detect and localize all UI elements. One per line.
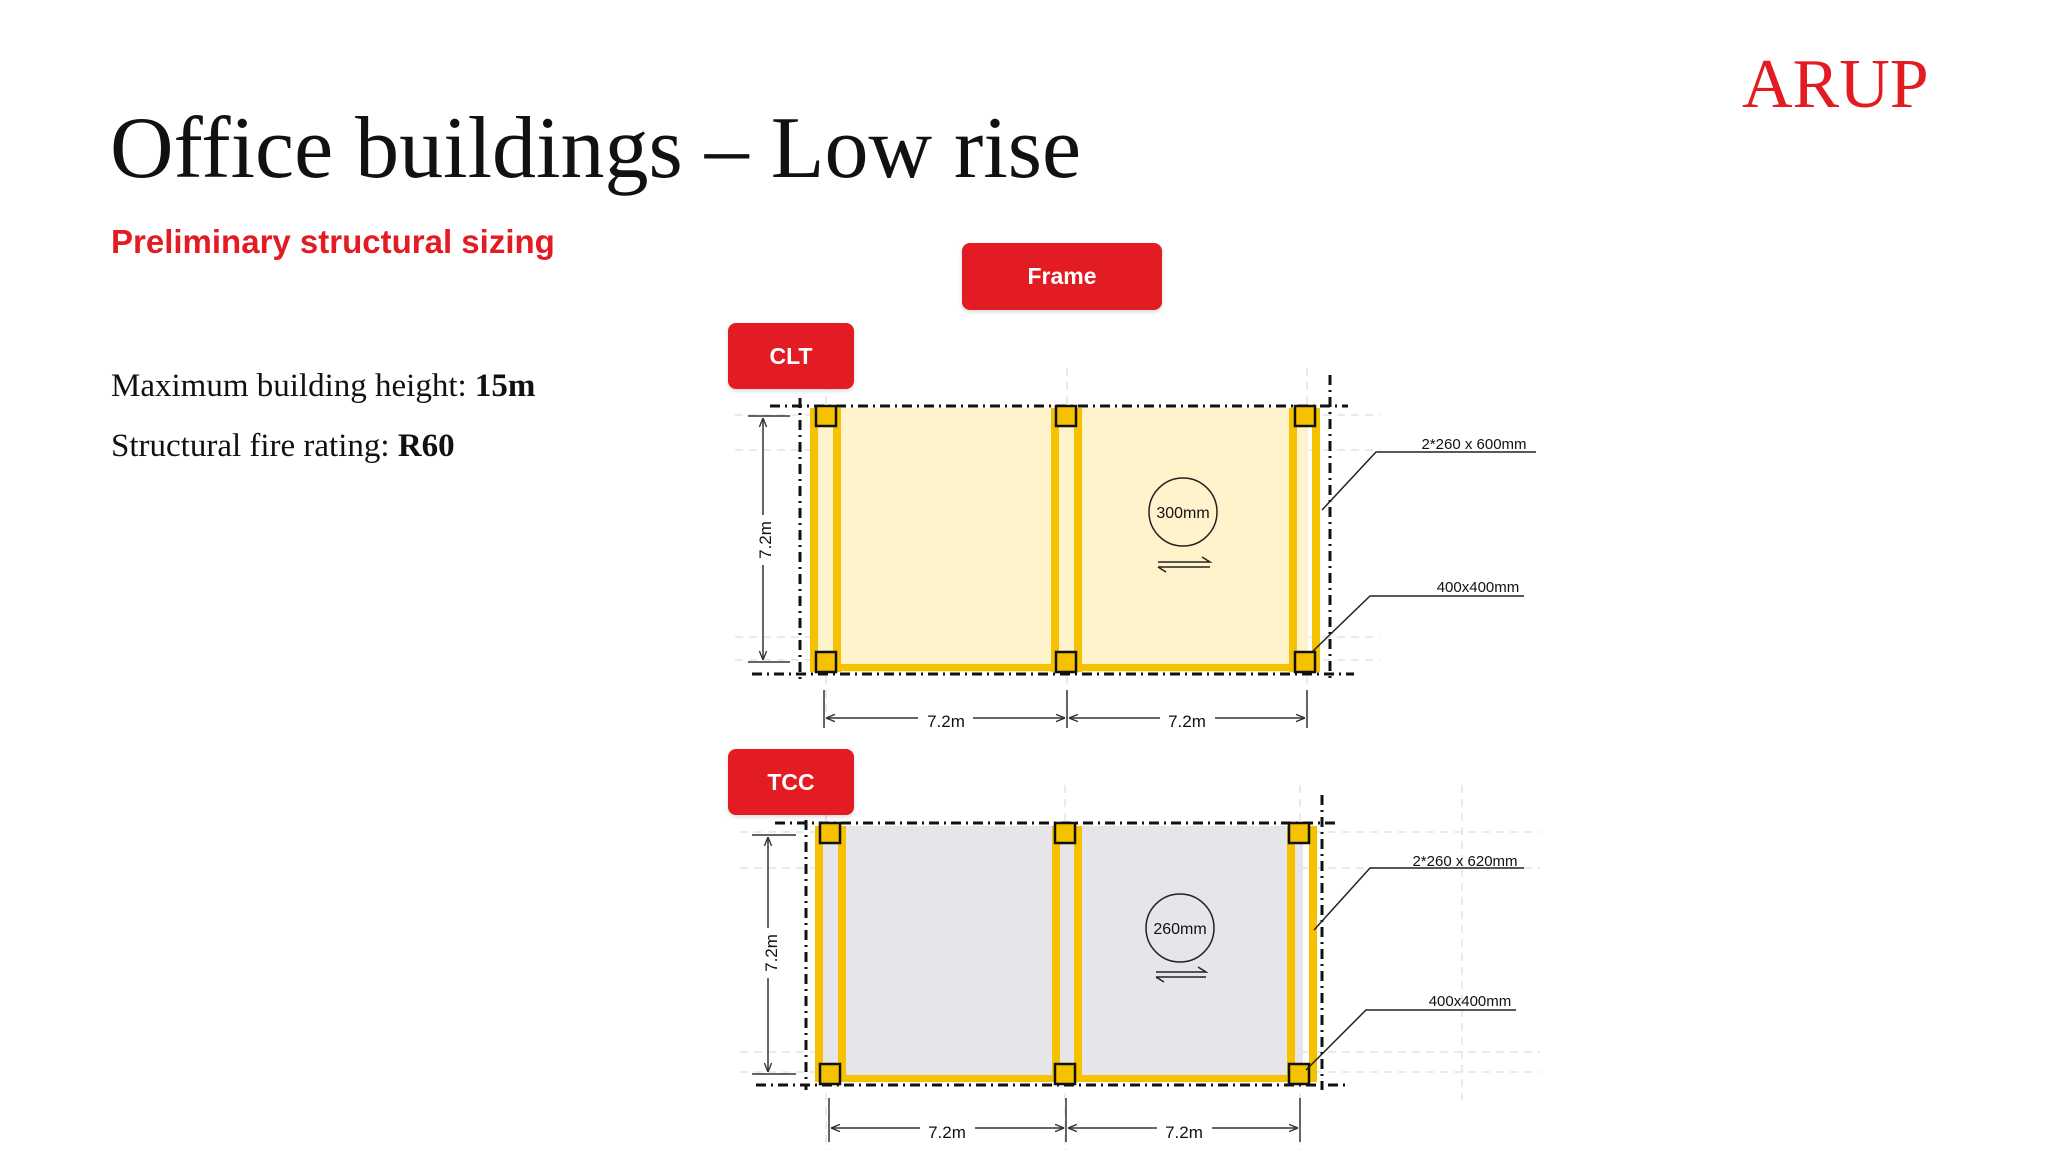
clt-tag: CLT — [728, 323, 854, 389]
clt-column-size: 400x400mm — [1436, 579, 1520, 596]
clt-slab-thickness: 300mm — [1156, 505, 1210, 522]
tcc-span-y: 7.2m — [762, 934, 781, 972]
page-subtitle: Preliminary structural sizing — [111, 223, 555, 260]
tcc-tag: TCC — [728, 749, 854, 815]
tcc-column-size: 400x400mm — [1428, 993, 1512, 1010]
frame-tag: Frame — [962, 243, 1162, 310]
spec-height-value: 15m — [474, 368, 536, 404]
tcc-slab-thickness: 260mm — [1153, 921, 1207, 938]
clt-span-x1: 7.2m — [927, 712, 965, 731]
tcc-beam-size: 2*260 x 620mm — [1412, 853, 1518, 870]
spec-fire-value: R60 — [397, 428, 455, 464]
clt-span-y: 7.2m — [756, 521, 775, 559]
tcc-plan — [740, 785, 1540, 1150]
spec-height-label: Maximum building height: — [111, 368, 475, 404]
page-title: Office buildings – Low rise — [110, 100, 1082, 197]
spec-fire-label: Structural fire rating: — [111, 428, 398, 464]
arup-logo: ARUP — [1742, 46, 1929, 123]
clt-span-x2: 7.2m — [1168, 712, 1206, 731]
clt-plan — [735, 368, 1536, 731]
tcc-span-x1: 7.2m — [928, 1123, 966, 1142]
tcc-span-x2: 7.2m — [1165, 1123, 1203, 1142]
clt-beam-size: 2*260 x 600mm — [1421, 436, 1527, 453]
